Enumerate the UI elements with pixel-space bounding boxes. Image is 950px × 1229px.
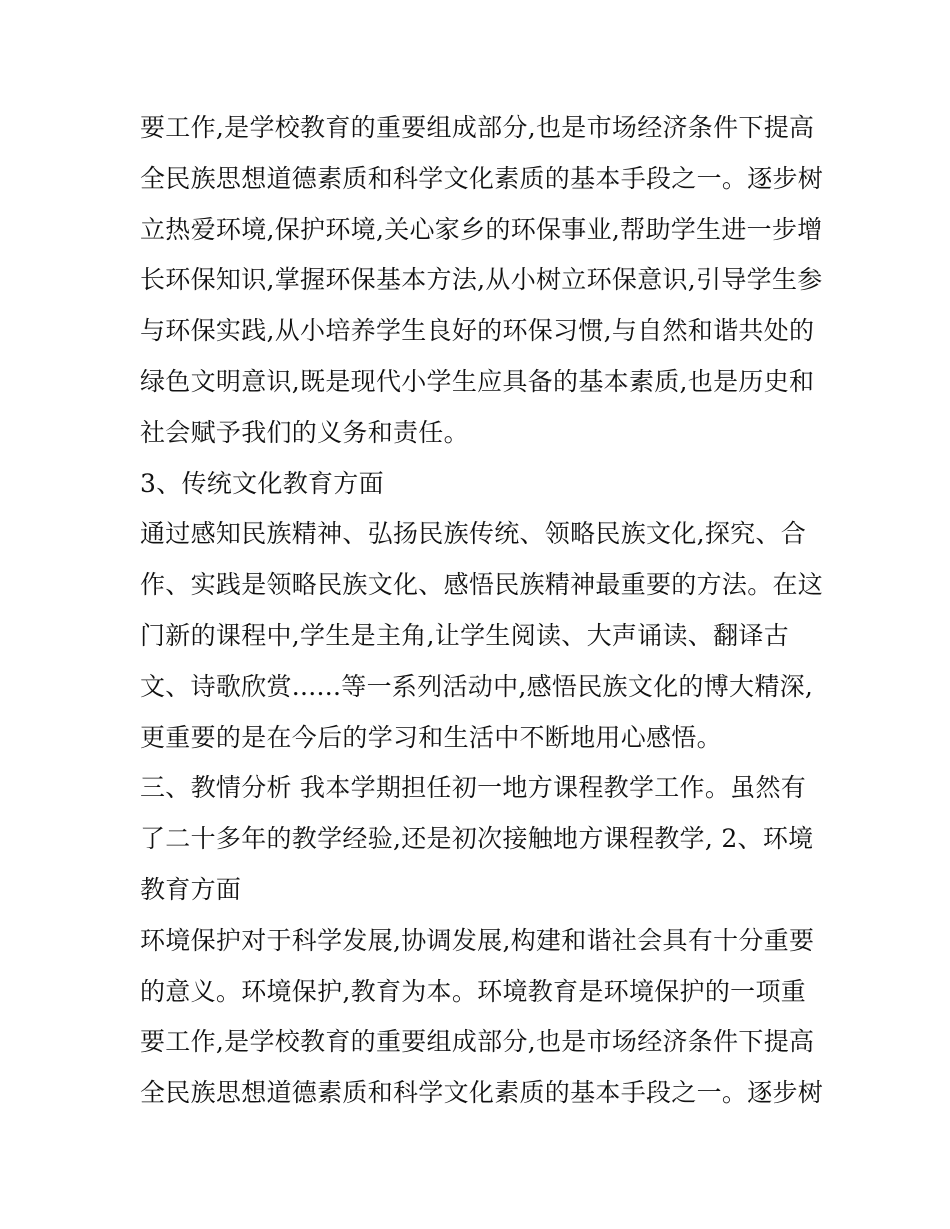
text-line: 要工作,是学校教育的重要组成部分,也是市场经济条件下提高 bbox=[140, 113, 815, 142]
text-line: 了二十多年的教学经验,还是初次接触地方课程教学, 2、环境 bbox=[140, 824, 814, 854]
text-line: 立热爱环境,保护环境,关心家乡的环保事业,帮助学生进一步增 bbox=[140, 214, 823, 244]
text-line: 全民族思想道德素质和科学文化素质的基本手段之一。逐步树 bbox=[140, 163, 824, 193]
text-line: 全民族思想道德素质和科学文化素质的基本手段之一。逐步树 bbox=[140, 1078, 824, 1108]
text-line: 门新的课程中,学生是主角,让学生阅读、大声诵读、翻译古 bbox=[140, 620, 789, 650]
text-line: 环境保护对于科学发展,协调发展,构建和谐社会具有十分重要 bbox=[140, 925, 815, 955]
text-line: 通过感知民族精神、弘扬民族传统、领略民族文化,探究、合 bbox=[140, 519, 807, 549]
text-line: 更重要的是在今后的学习和生活中不断地用心感悟。 bbox=[140, 722, 722, 752]
text-line: 的意义。环境保护,教育为本。环境教育是环境保护的一项重 bbox=[140, 976, 807, 1006]
text-line: 社会赋予我们的义务和责任。 bbox=[140, 417, 469, 447]
section-heading: 3、传统文化教育方面 bbox=[140, 468, 384, 498]
text-line: 作、实践是领略民族文化、感悟民族精神最重要的方法。在这 bbox=[140, 570, 824, 600]
text-line: 要工作,是学校教育的重要组成部分,也是市场经济条件下提高 bbox=[140, 1027, 815, 1057]
text-line: 文、诗歌欣赏......等一系列活动中,感悟民族文化的博大精深, bbox=[140, 671, 814, 701]
text-line: 教育方面 bbox=[140, 874, 242, 904]
document-body bbox=[140, 110, 840, 1126]
text-line: 长环保知识,掌握环保基本方法,从小树立环保意识,引导学生参 bbox=[140, 265, 823, 295]
text-line: 绿色文明意识,既是现代小学生应具备的基本素质,也是历史和 bbox=[140, 366, 815, 396]
text-line: 三、教情分析 我本学期担任初一地方课程教学工作。虽然有 bbox=[140, 773, 807, 803]
text-line: 与环保实践,从小培养学生良好的环保习惯,与自然和谐共处的 bbox=[140, 316, 815, 346]
